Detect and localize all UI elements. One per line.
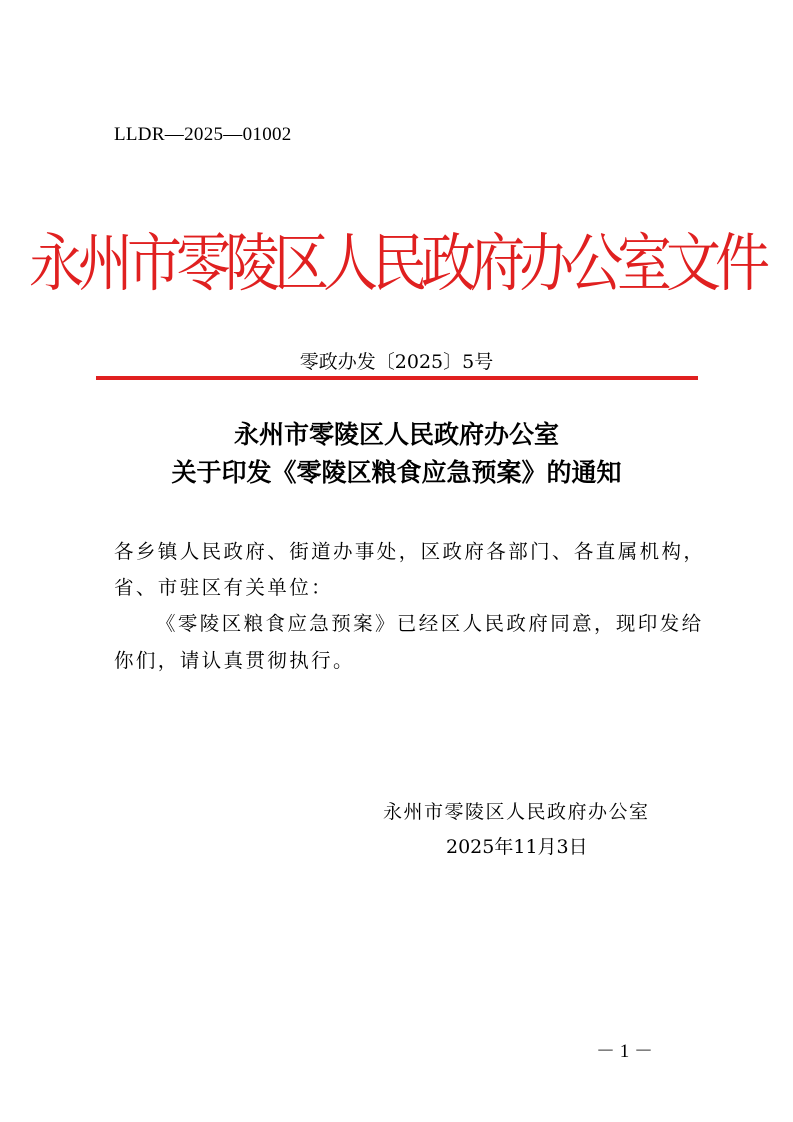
red-divider-rule [96,376,698,380]
red-masthead-title: 永州市零陵区人民政府办公室文件 [28,226,764,300]
body-paragraph-line-1: 《零陵区粮食应急预案》已经区人民政府同意，现印发给 [156,612,704,635]
issue-date: 2025年11月3日 [446,836,588,858]
addressee-line-1: 各乡镇人民政府、街道办事处，区政府各部门、各直属机构， [114,540,706,563]
addressee-line-2: 省、市驻区有关单位： [114,576,334,599]
notice-title-line-1: 永州市零陵区人民政府办公室 [233,420,559,449]
page-number: － 1 － [596,1041,654,1062]
document-number: 零政办发〔2025〕5号 [299,351,494,373]
issuer-signature: 永州市零陵区人民政府办公室 [383,801,650,823]
notice-title-line-2: 关于印发《零陵区粮食应急预案》的通知 [171,458,622,487]
body-paragraph-line-2: 你们，请认真贯彻执行。 [114,649,355,672]
document-code: LLDR—2025—01002 [114,124,292,145]
